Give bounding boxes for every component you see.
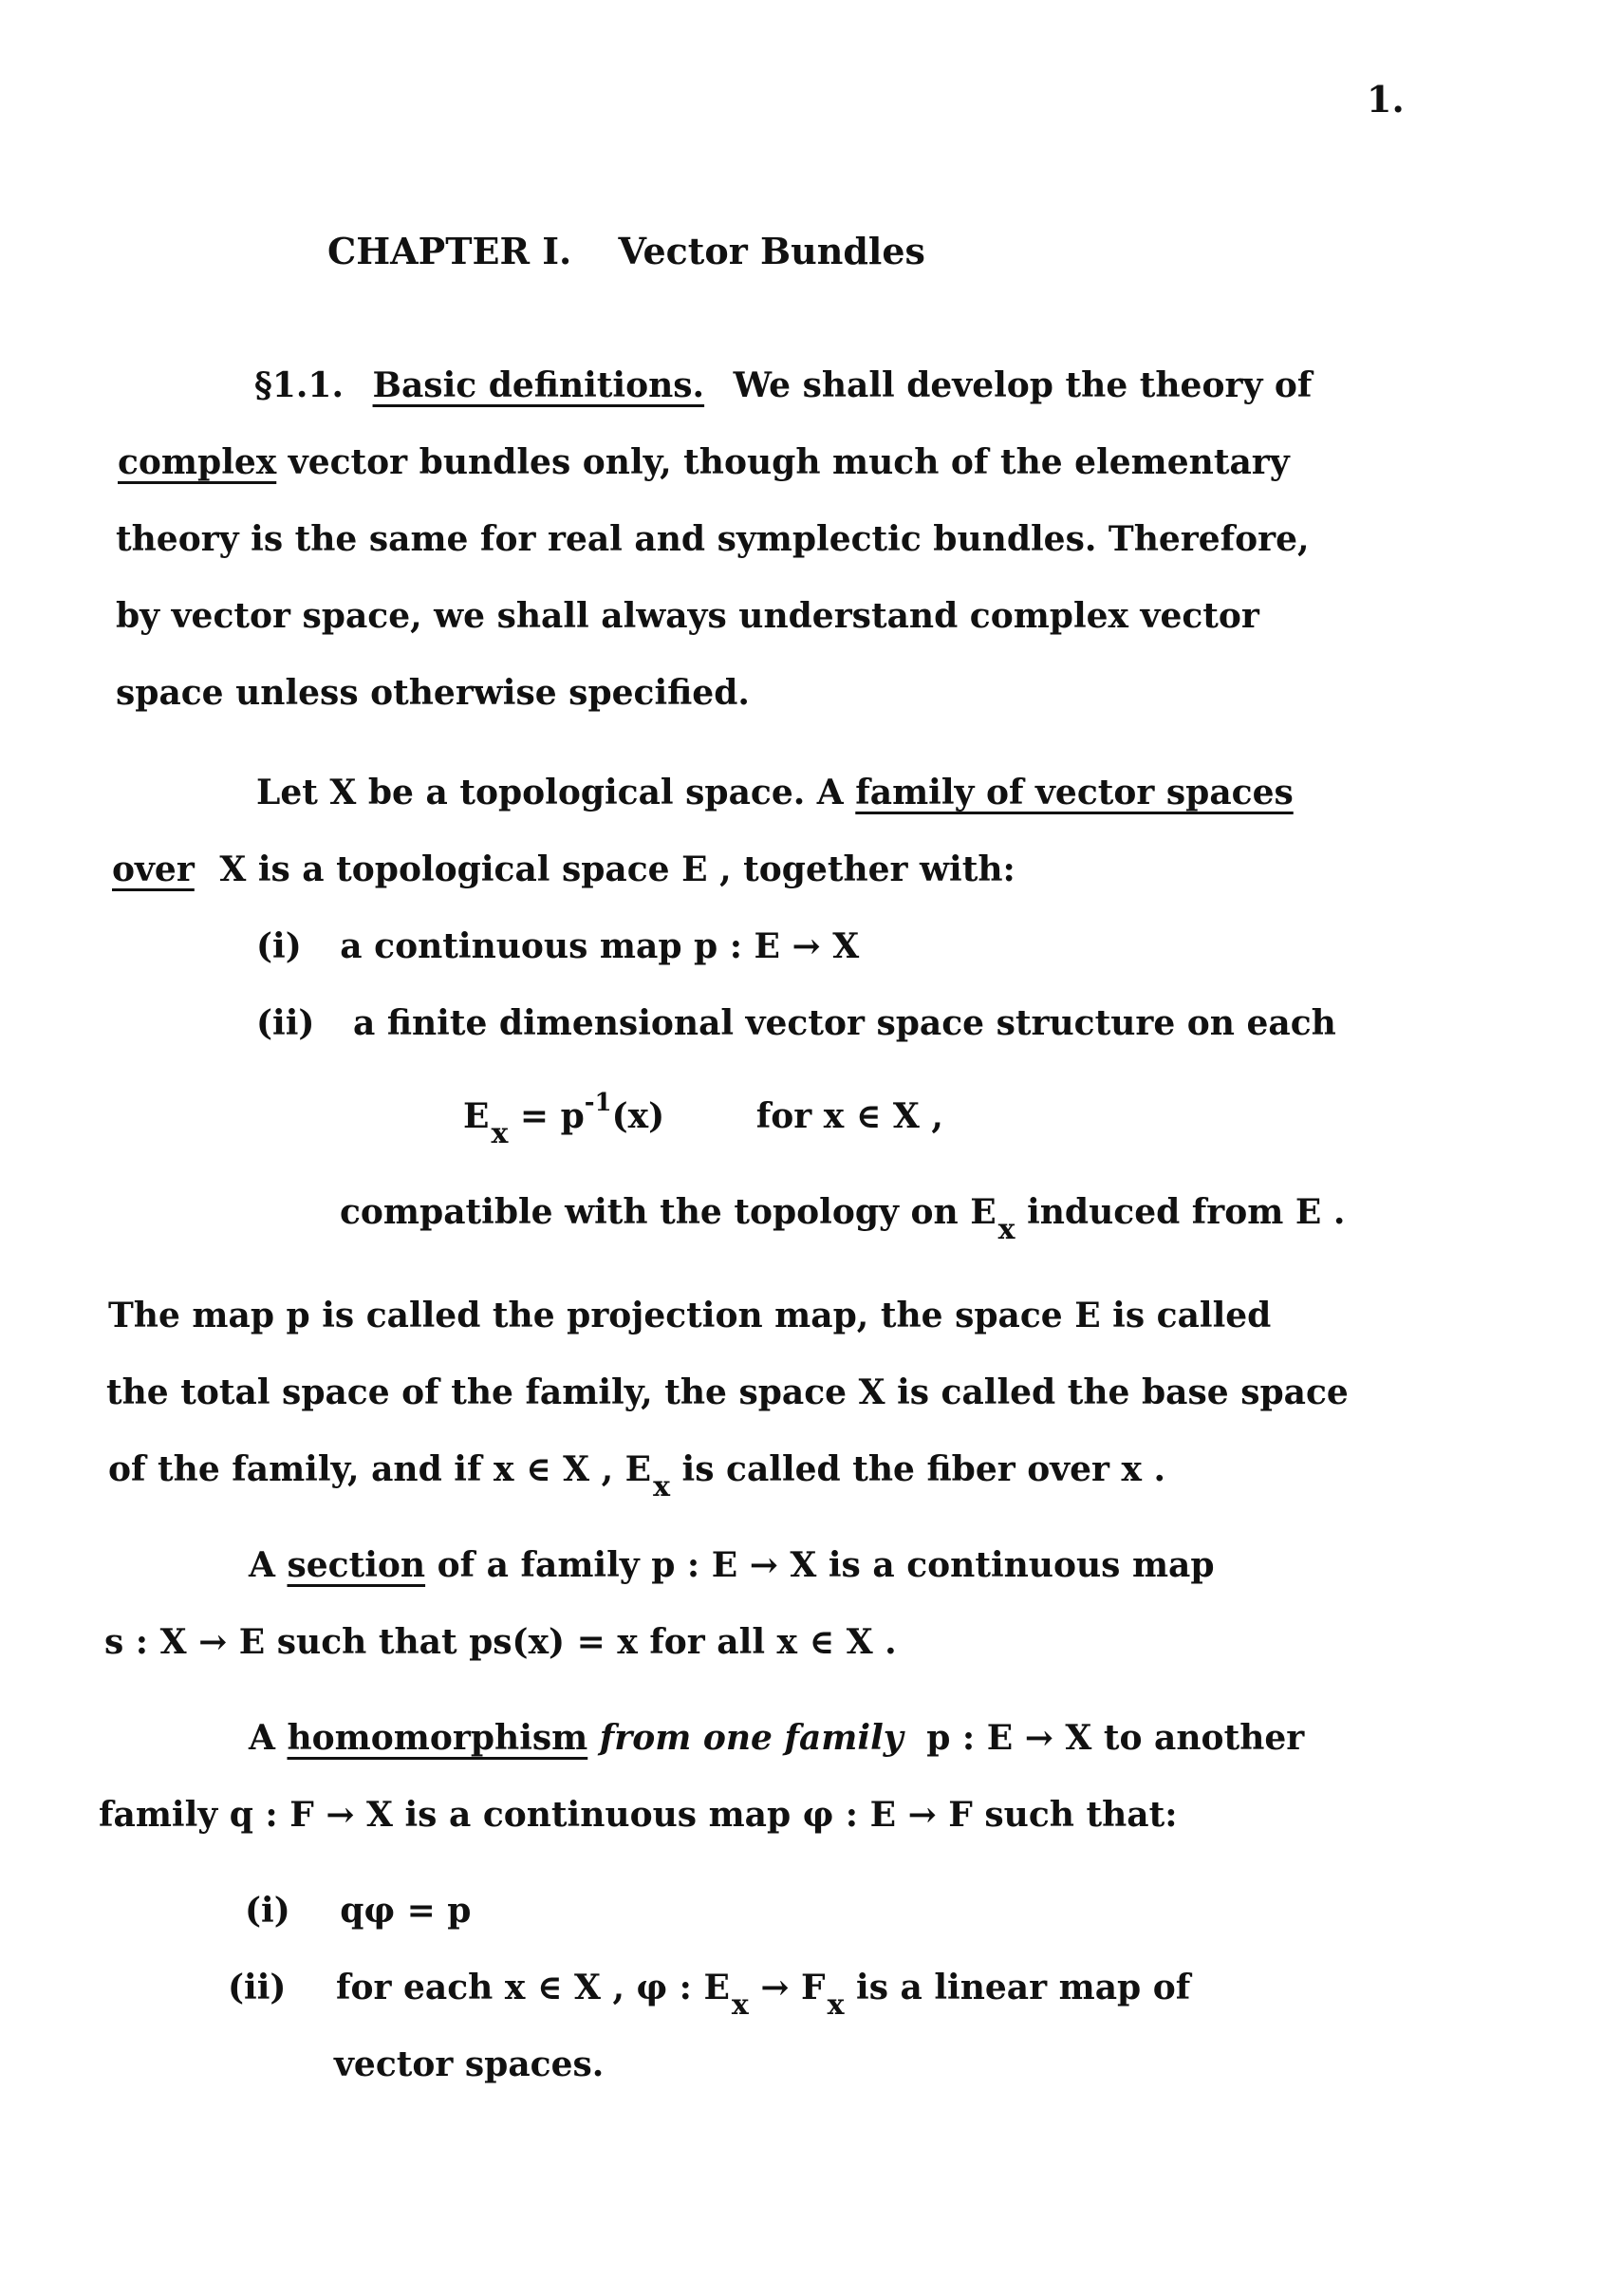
section-line-4: by vector space, we shall always understand complex vector (116, 596, 1259, 636)
chapter-title: Vector Bundles (618, 230, 925, 272)
section-number: §1.1. (254, 365, 344, 405)
homomorphism-item-2-cont: vector spaces. (334, 2044, 605, 2084)
page-number: 1. (1367, 78, 1405, 121)
section-heading: Basic definitions. (372, 365, 705, 405)
item-label: (ii) (256, 1003, 315, 1043)
chapter-label: CHAPTER I. (327, 230, 572, 272)
family-line-2: over X is a topological space E , together with: (112, 849, 1015, 889)
section-def-line-2: s : X → E such that ps(x) = x for all x ∈ X . (104, 1622, 897, 1662)
section-def-line-1: A section of a family p : E → X is a continuous map (249, 1545, 1215, 1585)
homomorphism-item-2: (ii) for each x ∈ X , φ : $E_x \to F_x$ is a linear map of (228, 1968, 1191, 2022)
section-line-3: theory is the same for real and symplectic bundles. Therefore, (116, 519, 1310, 559)
chapter-heading (327, 230, 925, 272)
item-label: (i) (256, 926, 302, 966)
projection-line-1: The map p is called the projection map, the space E is called (108, 1296, 1272, 1335)
projection-line-3: of the family, and if x ∈ X , $E_x$ is called the fiber over x . (108, 1449, 1166, 1503)
section-line-5: space unless otherwise specified. (116, 673, 750, 713)
homomorphism-line-2: family q : F → X is a continuous map φ : E → F such that: (99, 1795, 1178, 1835)
term-homomorphism: homomorphism (287, 1718, 588, 1758)
item-label: (ii) (228, 1968, 287, 2007)
homomorphism-line-1: A homomorphism from one family p : E → X to another (249, 1718, 1305, 1758)
term-complex: complex (118, 442, 277, 482)
projection-line-2: the total space of the family, the space X is called the base space (106, 1372, 1349, 1412)
item-label: (i) (245, 1891, 290, 1931)
fiber-equation: $E_x = p^{-1}(x)$ for x ∈ X , (463, 1089, 943, 1150)
family-item-2: (ii) a finite dimensional vector space structure on each (256, 1003, 1336, 1043)
homomorphism-item-1: (i) qφ = p (245, 1891, 472, 1931)
term-over: over (112, 849, 195, 889)
section-line-2: complex vector bundles only, though much of the elementary (118, 442, 1290, 482)
section-line-1: §1.1. Basic definitions. We shall develop the theory of (254, 365, 1313, 405)
term-section: section (287, 1545, 426, 1585)
term-family-of-vector-spaces: family of vector spaces (855, 773, 1294, 812)
family-line-1: Let X be a topological space. A family of vector spaces (256, 773, 1294, 812)
family-item-1: (i) a continuous map p : E → X (256, 926, 860, 966)
compatible-line: compatible with the topology on $E_x$ induced from E . (340, 1192, 1346, 1246)
